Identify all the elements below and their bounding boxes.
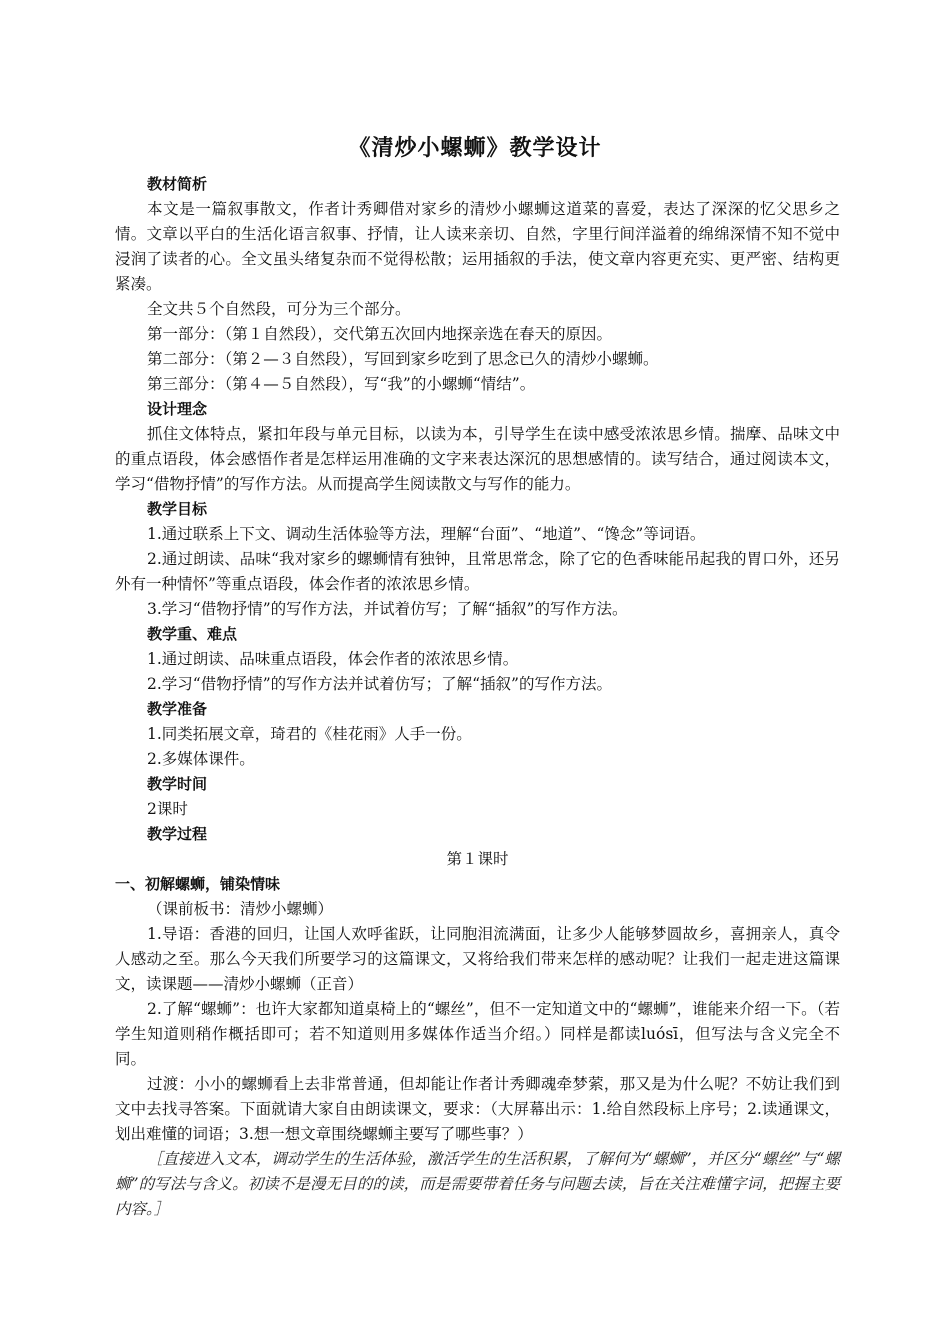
paragraph: 1.同类拓展文章，琦君的《桂花雨》人手一份。 [147, 725, 472, 743]
section-heading: 教学重、难点 [147, 625, 238, 643]
paragraph: 1.通过联系上下文、调动生活体验等方法，理解“台面”、“地道”、“馋念”等词语。 [147, 525, 706, 543]
subsection-heading: 一、初解螺蛳，铺染情味 [115, 875, 281, 893]
paragraph: 全文共５个自然段，可分为三个部分。 [147, 300, 411, 318]
paragraph: 1.导语：香港的回归，让国人欢呼雀跃，让同胞泪流满面，让多少人能够梦圆故乡，喜拥亲人，真令人感动之至。那么今天我们所要学习的这篇课文，又将给我们带来怎样的感动呢？让我们一起走进这篇课文，读课题——清炒小螺蛳（正音） [115, 925, 840, 993]
section-heading: 教学准备 [147, 700, 208, 718]
paragraph: 2.了解“螺蛳”：也许大家都知道桌椅上的“螺丝”，但不一定知道文中的“螺蛳”，谁能来介绍一下。（若学生知道则稍作概括即可；若不知道则用多媒体作适当介绍。）同样是都读luósī，但写法与含义完全不同。 [115, 1000, 840, 1068]
section-heading: 教学目标 [147, 500, 208, 518]
paragraph: 抓住文体特点，紧扣年段与单元目标，以读为本，引导学生在读中感受浓浓思乡情。揣摩、品味文中的重点语段，体会感悟作者是怎样运用准确的文字来表达深沉的思想感情的。读写结合，通过阅读本文，学习“借物抒情”的写作方法。从而提高学生阅读散文与写作的能力。 [115, 425, 840, 493]
document-title: 《清炒小螺蛳》教学设计 [348, 136, 602, 161]
paragraph: 2.学习“借物抒情”的写作方法并试着仿写；了解“插叙”的写作方法。 [147, 675, 612, 693]
section-heading: 教材简析 [147, 175, 208, 193]
lesson-label: 第１课时 [446, 850, 509, 868]
paragraph: 第二部分：（第２—３自然段），写回到家乡吃到了思念已久的清炒小螺蛳。 [147, 350, 659, 368]
paragraph: 过渡：小小的螺蛳看上去非常普通，但却能让作者计秀卿魂牵梦萦，那又是为什么呢？不妨让我们到文中去找寻答案。下面就请大家自由朗读课文，要求：（大屏幕出示：1.给自然段标上序号；2.读通课文，划出难懂的词语；3.想一想文章围绕螺蛳主要写了哪些事？） [115, 1075, 840, 1143]
document-body [115, 172, 840, 1222]
section-heading: 教学过程 [147, 825, 208, 843]
paragraph: 第三部分：（第４—５自然段），写“我”的小螺蛳“情结”。 [147, 375, 536, 393]
paragraph: 2.多媒体课件。 [147, 750, 255, 768]
paragraph: 1.通过朗读、品味重点语段，体会作者的浓浓思乡情。 [147, 650, 519, 668]
paragraph: 2.通过朗读、品味“我对家乡的螺蛳情有独钟，且常思常念，除了它的色香味能吊起我的胃口外，还另外有一种情怀”等重点语段，体会作者的浓浓思乡情。 [115, 550, 840, 593]
section-heading: 设计理念 [147, 400, 208, 418]
paragraph: （课前板书：清炒小螺蛳） [147, 900, 334, 918]
paragraph: 本文是一篇叙事散文，作者计秀卿借对家乡的清炒小螺蛳这道菜的喜爱，表达了深深的忆父思乡之情。文章以平白的生活化语言叙事、抒情，让人读来亲切、自然，字里行间洋溢着的绵绵深情不知不觉中浸润了读者的心。全文虽头绪复杂而不觉得松散；运用插叙的手法，使文章内容更充实、更严密、结构更紧凑。 [115, 200, 840, 293]
section-heading: 教学时间 [147, 775, 208, 793]
paragraph: 2课时 [147, 800, 188, 818]
design-note: ［直接进入文本，调动学生的生活体验，激活学生的生活积累，了解何为“螺蛳”，并区分“螺丝”与“螺蛳”的写法与含义。初读不是漫无目的的读，而是需要带着任务与问题去读，旨在关注难懂字词，把握主要内容。］ [115, 1150, 840, 1218]
paragraph: 第一部分：（第１自然段），交代第五次回内地探亲选在春天的原因。 [147, 325, 613, 343]
paragraph: 3.学习“借物抒情”的写作方法，并试着仿写；了解“插叙”的写作方法。 [147, 600, 628, 618]
